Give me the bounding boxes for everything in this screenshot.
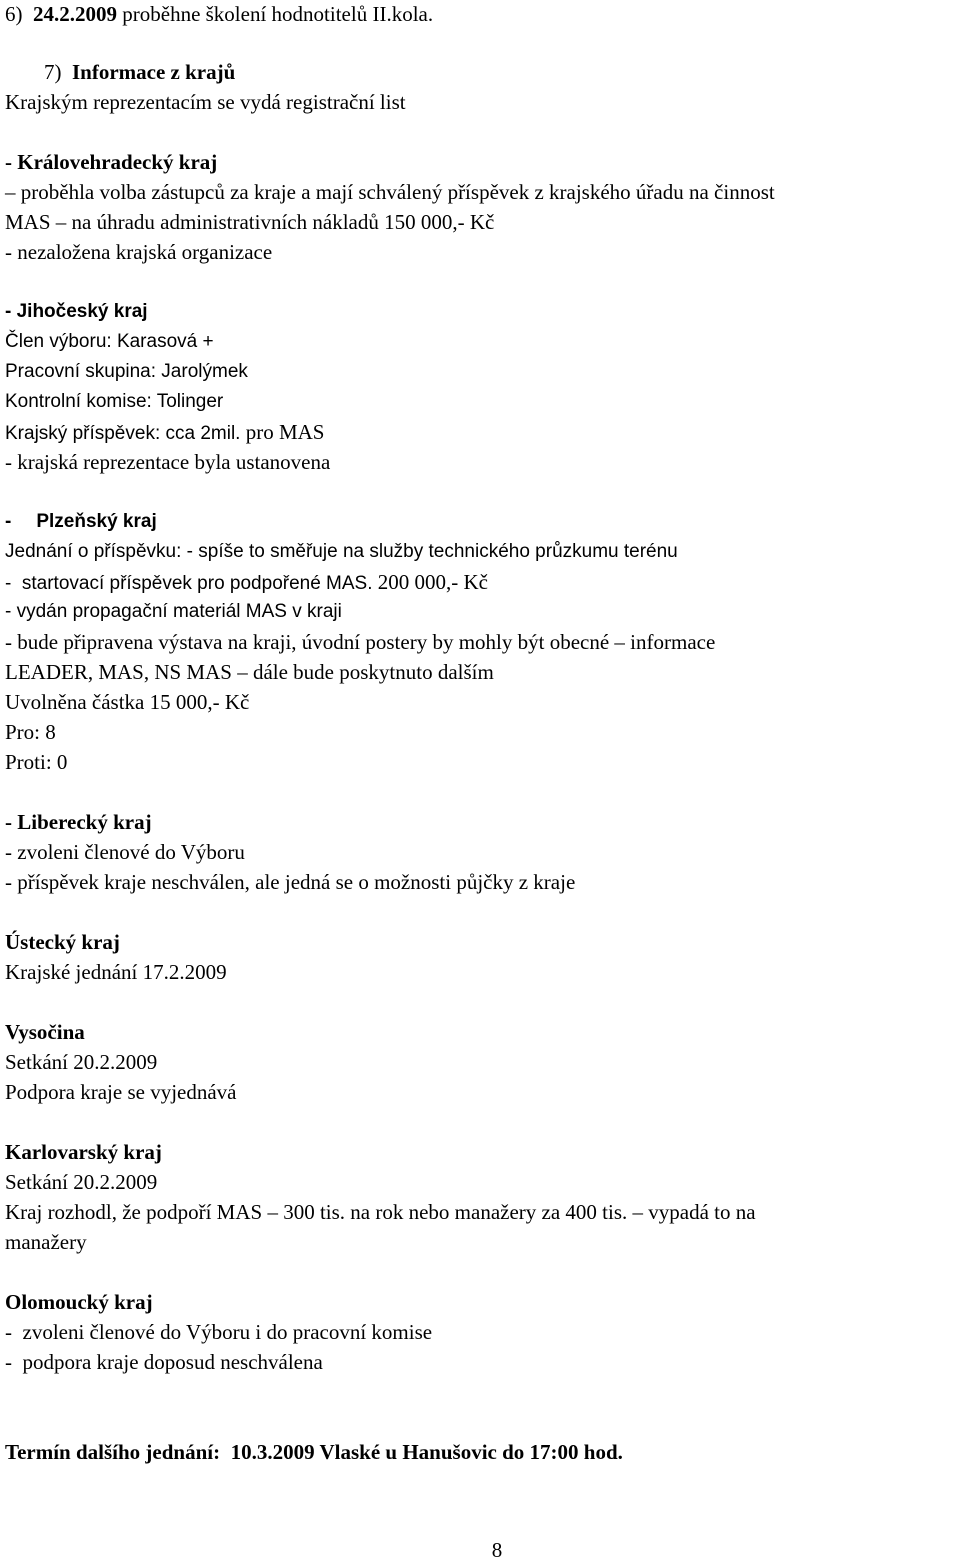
plzensky-line bbox=[5, 567, 488, 597]
item-7-number: 7) bbox=[44, 60, 72, 84]
plzensky-heading-text: Plzeňský kraj bbox=[36, 511, 157, 532]
karlovarsky-line: manažery bbox=[5, 1230, 87, 1254]
jihocesky-line bbox=[5, 417, 324, 447]
plzensky-heading bbox=[5, 507, 157, 537]
plzensky-heading-dash: - bbox=[5, 511, 12, 532]
plzensky-vote-against: Proti: 0 bbox=[5, 750, 68, 774]
liberecky-line: - zvoleni členové do Výboru bbox=[5, 840, 245, 864]
jihocesky-line: Člen výboru: Karasová + bbox=[5, 331, 214, 352]
jihocesky-heading: - Jihočeský kraj bbox=[5, 301, 148, 322]
plzensky-start-amount: 200 000,- Kč bbox=[377, 570, 488, 594]
next-meeting: Termín dalšího jednání: 10.3.2009 Vlaské u Hanušovic do 17:00 hod. bbox=[5, 1440, 623, 1464]
ustecky-line: Krajské jednání 17.2.2009 bbox=[5, 960, 227, 984]
item-6-number: 6) bbox=[5, 2, 33, 26]
plzensky-line: LEADER, MAS, NS MAS – dále bude poskytnuto dalším bbox=[5, 660, 494, 684]
plzensky-line: Jednání o příspěvku: - spíše to směřuje na služby technického průzkumu terénu bbox=[5, 541, 678, 562]
plzensky-start-contribution: - startovací příspěvek pro podpořené MAS. bbox=[5, 573, 373, 594]
kralovehradecky-line: - nezaložena krajská organizace bbox=[5, 240, 273, 264]
olomoucky-line: - zvoleni členové do Výboru i do pracovní komise bbox=[5, 1320, 433, 1344]
kralovehradecky-line: – proběhla volba zástupců za kraje a mají schválený příspěvek z krajského úřadu na činnost bbox=[5, 180, 775, 204]
item-7-intro: Krajským reprezentacím se vydá registrační list bbox=[5, 90, 406, 114]
item-6-date: 24.2.2009 bbox=[33, 2, 117, 26]
olomoucky-line: - podpora kraje doposud neschválena bbox=[5, 1350, 323, 1374]
item-6 bbox=[5, 0, 433, 29]
karlovarsky-heading: Karlovarský kraj bbox=[5, 1140, 162, 1164]
jihocesky-contribution: Krajský příspěvek: cca 2mil. bbox=[5, 423, 241, 444]
jihocesky-line: Pracovní skupina: Jarolýmek bbox=[5, 361, 248, 382]
karlovarsky-line: Setkání 20.2.2009 bbox=[5, 1170, 158, 1194]
olomoucky-heading: Olomoucký kraj bbox=[5, 1290, 153, 1314]
jihocesky-line: - krajská reprezentace byla ustanovena bbox=[5, 450, 331, 474]
kralovehradecky-heading: - Královehradecký kraj bbox=[5, 150, 218, 174]
plzensky-vote-for: Pro: 8 bbox=[5, 720, 56, 744]
page-number: 8 bbox=[491, 1538, 503, 1562]
item-6-text: proběhne školení hodnotitelů II.kola. bbox=[117, 2, 434, 26]
plzensky-line: - bude připravena výstava na kraji, úvodní postery by mohly být obecné – informace bbox=[5, 630, 716, 654]
vysocina-heading: Vysočina bbox=[5, 1020, 85, 1044]
liberecky-heading: - Liberecký kraj bbox=[5, 810, 152, 834]
ustecky-heading: Ústecký kraj bbox=[5, 930, 120, 954]
plzensky-line: - vydán propagační materiál MAS v kraji bbox=[5, 601, 342, 622]
liberecky-line: - příspěvek kraje neschválen, ale jedná se o možnosti půjčky z kraje bbox=[5, 870, 576, 894]
item-7-title: Informace z krajů bbox=[72, 60, 236, 84]
item-7-heading bbox=[44, 57, 235, 87]
jihocesky-contribution-target: pro MAS bbox=[245, 420, 325, 444]
vysocina-line: Setkání 20.2.2009 bbox=[5, 1050, 158, 1074]
kralovehradecky-line: MAS – na úhradu administrativních nákladů 150 000,- Kč bbox=[5, 210, 495, 234]
plzensky-line: Uvolněna částka 15 000,- Kč bbox=[5, 690, 250, 714]
karlovarsky-line: Kraj rozhodl, že podpoří MAS – 300 tis. na rok nebo manažery za 400 tis. – vypadá to na bbox=[5, 1200, 756, 1224]
vysocina-line: Podpora kraje se vyjednává bbox=[5, 1080, 237, 1104]
jihocesky-line: Kontrolní komise: Tolinger bbox=[5, 391, 224, 412]
